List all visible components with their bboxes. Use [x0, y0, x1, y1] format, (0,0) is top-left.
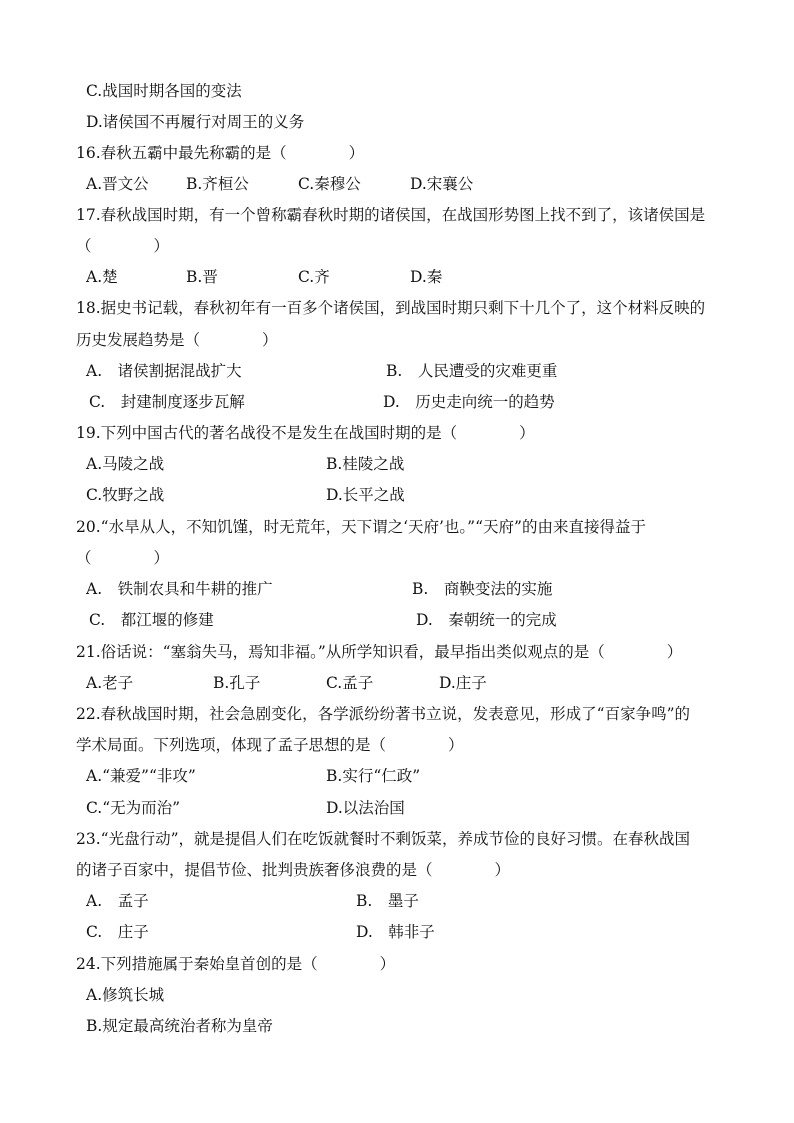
answer-option: D.长平之战 [326, 486, 405, 504]
answer-option: C.秦穆公 [298, 175, 361, 193]
answer-option: B.晋 [186, 268, 218, 286]
answer-option: C. 封建制度逐步瓦解 [89, 393, 245, 411]
answer-option: C. 都江堰的修建 [89, 611, 214, 629]
question-text: 16.春秋五霸中最先称霸的是（ ） [76, 144, 365, 162]
answer-option: D. 历史走向统一的趋势 [383, 393, 555, 411]
answer-option: D.秦 [410, 268, 443, 286]
answer-option: D.宋襄公 [410, 175, 474, 193]
answer-option: D.庄子 [439, 674, 487, 692]
answer-option: D. 韩非子 [356, 923, 435, 941]
question-text: 20.“水旱从人，不知饥馑，时无荒年，天下谓之‘天府’也。”“天府”的由来直接得益于 [76, 518, 646, 536]
question-text: 23.“光盘行动”，就是提倡人们在吃饭就餐时不剩饭菜，养成节俭的良好习惯。在春秋战国 [76, 830, 691, 848]
question-text: 22.春秋战国时期，社会急剧变化，各学派纷纷著书立说，发表意见，形成了“百家争鸣”的 [76, 705, 691, 723]
question-text: 学术局面。下列选项，体现了孟子思想的是（ ） [76, 736, 464, 754]
question-text: 历史发展趋势是（ ） [76, 331, 278, 349]
answer-option: A.晋文公 [86, 175, 149, 193]
answer-option: B. 人民遭受的灾难更重 [386, 362, 558, 380]
answer-option: C.齐 [298, 268, 330, 286]
answer-option: D.诸侯国不再履行对周王的义务 [86, 113, 305, 131]
answer-option: B.孔子 [213, 674, 261, 692]
answer-option: B. 墨子 [356, 892, 419, 910]
answer-option: B.规定最高统治者称为皇帝 [86, 1017, 273, 1035]
answer-option: A. 孟子 [86, 892, 149, 910]
answer-option: D.以法治国 [326, 799, 405, 817]
answer-option: A.“兼爱”“非攻” [86, 767, 196, 785]
answer-option: B. 商鞅变法的实施 [412, 580, 553, 598]
answer-option: C.孟子 [326, 674, 374, 692]
answer-option: A.马陵之战 [86, 455, 165, 473]
answer-option: B.桂陵之战 [326, 455, 405, 473]
question-text: 的诸子百家中，提倡节俭、批判贵族奢侈浪费的是（ ） [76, 861, 511, 879]
question-text: （ ） [76, 237, 170, 255]
answer-option: A.修筑长城 [86, 986, 165, 1004]
question-text: 21.俗话说：“塞翁失马，焉知非福。”从所学知识看，最早指出类似观点的是（ ） [76, 643, 683, 661]
question-text: 19.下列中国古代的著名战役不是发生在战国时期的是（ ） [76, 424, 535, 442]
answer-option: C. 庄子 [86, 923, 149, 941]
answer-option: B.齐桓公 [186, 175, 249, 193]
answer-option: D. 秦朝统一的完成 [416, 611, 557, 629]
question-text: （ ） [76, 549, 170, 567]
answer-option: A. 铁制农具和牛耕的推广 [86, 580, 273, 598]
answer-option: A.老子 [86, 674, 134, 692]
answer-option: C.“无为而治” [86, 799, 181, 817]
question-text: 24.下列措施属于秦始皇首创的是（ ） [76, 955, 396, 973]
question-text: 18.据史书记载，春秋初年有一百多个诸侯国，到战国时期只剩下十几个了，这个材料反映的 [76, 299, 706, 317]
answer-option: A.楚 [86, 268, 118, 286]
question-text: 17.春秋战国时期，有一个曾称霸春秋时期的诸侯国，在战国形势图上找不到了，该诸侯国是 [76, 206, 706, 224]
answer-option: C.战国时期各国的变法 [86, 82, 242, 100]
answer-option: C.牧野之战 [86, 486, 165, 504]
answer-option: A. 诸侯割据混战扩大 [86, 362, 242, 380]
answer-option: B.实行“仁政” [326, 767, 421, 785]
